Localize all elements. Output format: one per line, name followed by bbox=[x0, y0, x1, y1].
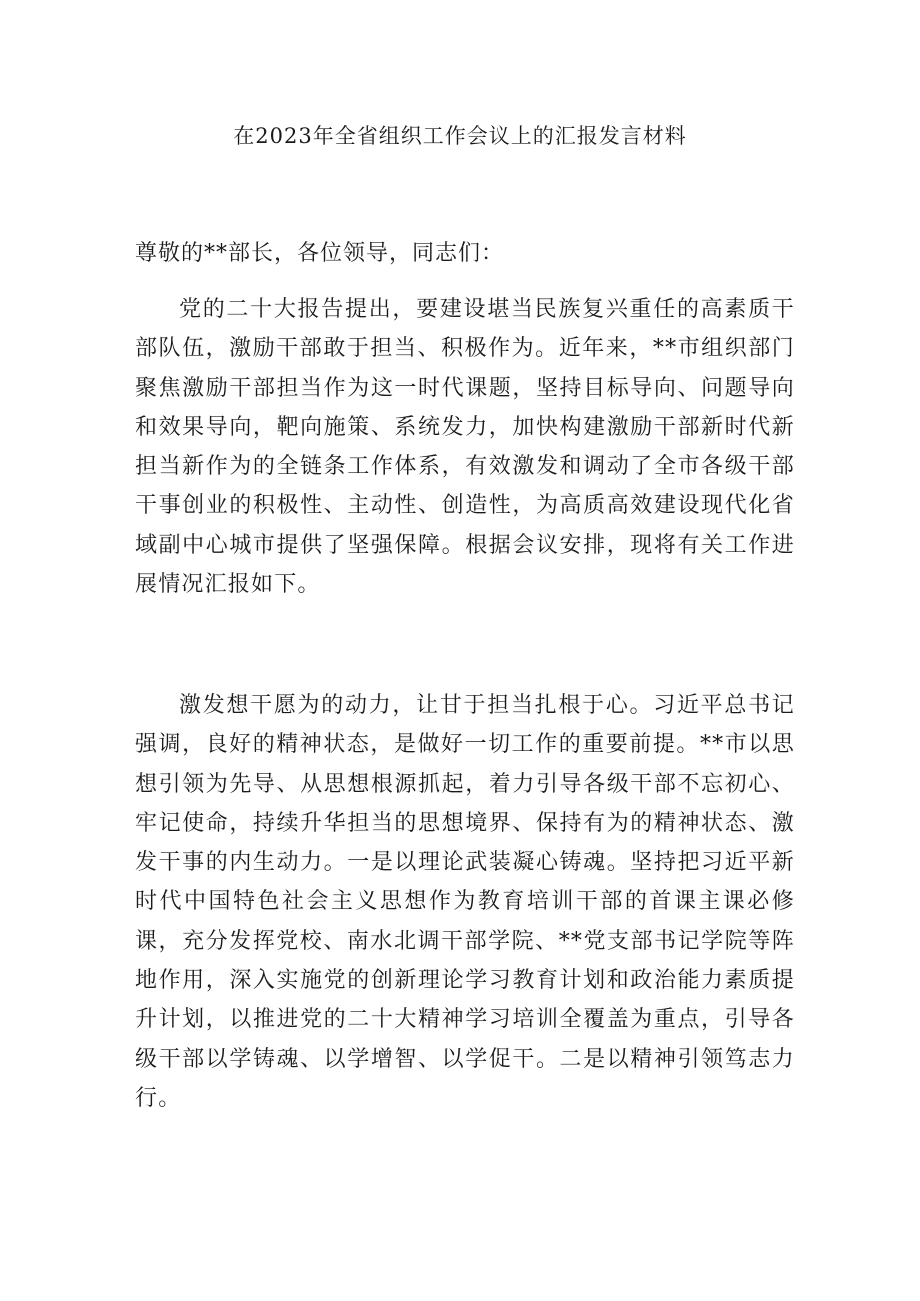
salutation: 尊敬的**部长，各位领导，同志们： bbox=[135, 241, 505, 266]
paragraph-2: 激发想干愿为的动力，让甘于担当扎根于心。习近平总书记强调，良好的精神状态，是做好一切工作的重要前提。**市以思想引领为先导、从思想根源抓起，着力引导各级干部不忘初心、牢记使命，持续升华担当的思想境界、保持有为的精神状态、激发干事的内生动力。一是以理论武装凝心铸魂。坚持把习近平新时代中国特色社会主义思想作为教育培训干部的首课主课必修课，充分发挥党校、南水北调干部学院、**党支部书记学院等阵地作用，深入实施党的创新理论学习教育计划和政治能力素质提升计划，以推进党的二十大精神学习培训全覆盖为重点，引导各级干部以学铸魂、以学增智、以学促干。二是以精神引领笃志力行。 bbox=[135, 693, 795, 1111]
paragraph-1: 党的二十大报告提出，要建设堪当民族复兴重任的高素质干部队伍，激励干部敢于担当、积极作为。近年来，**市组织部门聚焦激励干部担当作为这一时代课题，坚持目标导向、问题导向和效果导向，靶向施策、系统发力，加快构建激励干部新时代新担当新作为的全链条工作体系，有效激发和调动了全市各级干部干事创业的积极性、主动性、创造性，为高质高效建设现代化省域副中心城市提供了坚强保障。根据会议安排，现将有关工作进展情况汇报如下。 bbox=[135, 297, 795, 598]
document-title: 在2023年全省组织工作会议上的汇报发言材料 bbox=[233, 124, 687, 148]
